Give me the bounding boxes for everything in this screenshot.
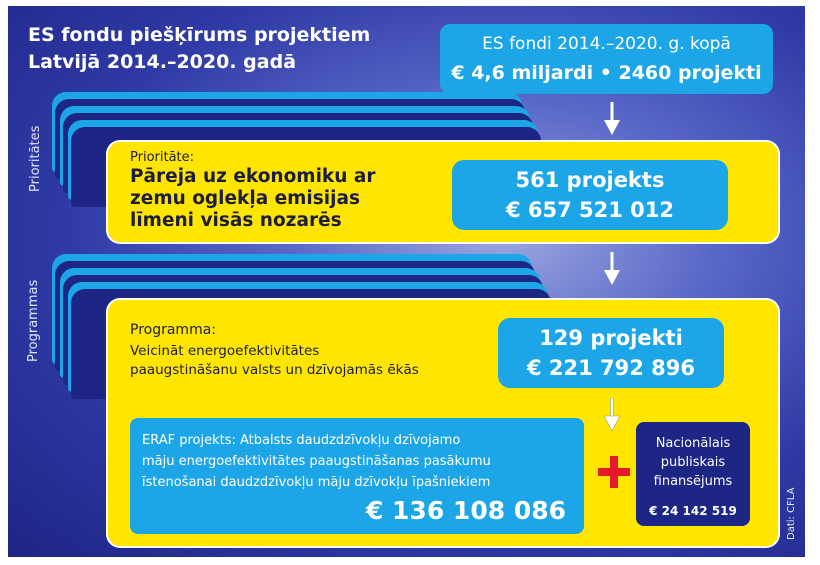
priorities-side-label: Prioritātes bbox=[28, 125, 43, 192]
down-arrow-icon bbox=[604, 398, 620, 432]
eraf-project-description: ERAF projekts: Atbalsts daudzdzīvokļu dzīvojamo māju energoefektivitātes paaugstināšanas pasākumu īstenošanai daudzdzīvokļu māju dzīvokļu īpašniekiem bbox=[142, 433, 491, 490]
program-projects: 129 projekti bbox=[539, 326, 683, 350]
national-funding-amount: € 24 142 519 bbox=[649, 504, 737, 518]
eraf-project-box bbox=[130, 418, 584, 534]
programs-side-label: Programmas bbox=[26, 279, 41, 362]
total-funds-box bbox=[440, 24, 773, 94]
eraf-amount: € 136 108 086 bbox=[365, 496, 566, 525]
data-source: Dati: CFLA bbox=[786, 487, 797, 540]
program-stat-box bbox=[498, 318, 724, 388]
total-funds-value: € 4,6 miljardi • 2460 projekti bbox=[451, 62, 762, 84]
down-arrow-icon bbox=[604, 252, 620, 286]
program-amount: € 221 792 896 bbox=[526, 356, 696, 380]
priority-projects: 561 projekts bbox=[515, 168, 665, 192]
down-arrow-icon bbox=[604, 102, 620, 136]
title-line-2: Latvijā 2014.–2020. gadā bbox=[28, 51, 297, 73]
priority-amount: € 657 521 012 bbox=[505, 198, 675, 222]
infographic-title bbox=[28, 22, 428, 76]
priority-panel bbox=[108, 142, 778, 242]
plus-icon bbox=[598, 456, 630, 488]
title-line-1: ES fondu piešķīrums projektiem bbox=[28, 24, 371, 46]
national-funding-label: Nacionālais publiskais finansējums bbox=[653, 436, 733, 489]
priority-name: Pāreja uz ekonomiku ar zemu oglekļa emisijas līmeni visās nozarēs bbox=[130, 166, 376, 231]
priority-stat-box bbox=[452, 160, 728, 230]
program-name: Veicināt energoefektivitātes paaugstināšanu valsts un dzīvojamās ēkās bbox=[130, 343, 419, 378]
priority-label: Prioritāte: bbox=[130, 150, 195, 165]
national-funding-box bbox=[636, 422, 750, 526]
infographic-canvas bbox=[8, 6, 805, 557]
program-label: Programma: bbox=[130, 322, 217, 338]
total-funds-label: ES fondi 2014.–2020. g. kopā bbox=[482, 34, 731, 54]
